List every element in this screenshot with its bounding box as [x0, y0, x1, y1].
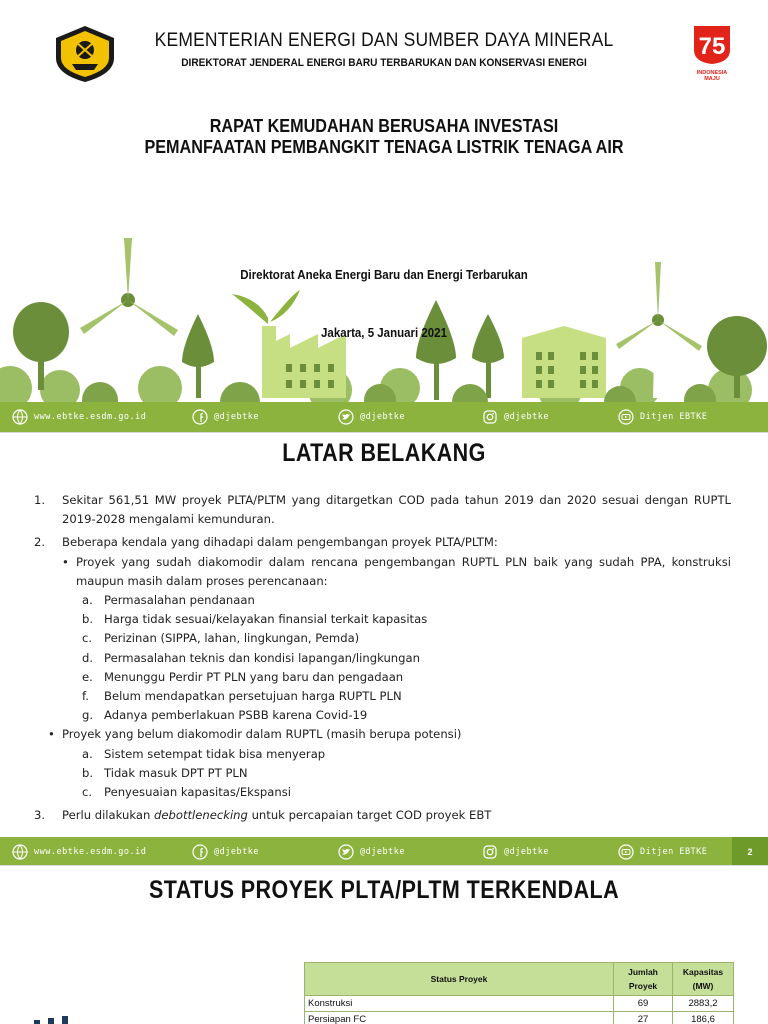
table-cell: 2883,2 [673, 996, 734, 1012]
tree-icon [416, 300, 456, 400]
footer-twitter[interactable] [338, 837, 405, 865]
sub-list-letter: c. [82, 631, 93, 646]
footer-facebook-label: @djebtke [214, 412, 259, 422]
footer-instagram[interactable] [482, 402, 549, 432]
footer-twitter-label: @djebtke [360, 412, 405, 422]
footer-twitter-label: @djebtke [360, 847, 405, 857]
youtube-icon [618, 409, 634, 425]
list-item-emphasis: debottlenecking [154, 808, 248, 823]
table-row [305, 1012, 734, 1024]
sub-list-item [76, 649, 731, 668]
table-cell: 69 [614, 996, 673, 1012]
footer-instagram-label: @djebtke [504, 412, 549, 422]
directorate-subtitle: Direktorat Aneka Energi Baru dan Energi Terbarukan [240, 268, 528, 282]
sub-list [76, 745, 731, 803]
sub-list-item [76, 783, 731, 802]
table-cell: Persiapan FC [305, 1012, 614, 1024]
chart-fragment-icon [34, 1016, 94, 1024]
svg-text:75: 75 [698, 33, 726, 60]
sub-list-letter: a. [82, 593, 93, 608]
sub-list-text: Menunggu Perdir PT PLN yang baru dan pengadaan [104, 669, 404, 684]
instagram-icon [482, 409, 498, 425]
slide-title: STATUS PROYEK PLTA/PLTM TERKENDALA [148, 876, 620, 904]
facebook-icon [192, 844, 208, 860]
list-item [34, 491, 731, 529]
bullet-text: Proyek yang belum diakomodir dalam RUPTL (masih berupa potensi) [62, 727, 462, 742]
facebook-icon [192, 409, 208, 425]
footer-facebook[interactable] [192, 837, 259, 865]
footer-facebook-label: @djebtke [214, 847, 259, 857]
list-item [34, 806, 731, 825]
list-item-text-pre: Perlu dilakukan [62, 808, 154, 823]
twitter-icon [338, 844, 354, 860]
instagram-icon [482, 844, 498, 860]
sub-list-letter: f. [82, 689, 89, 704]
list-item-text: Beberapa kendala yang dihadapi dalam pengembangan proyek PLTA/PLTM: [62, 535, 498, 550]
list-number: 2. [34, 535, 46, 550]
logo-text-indonesia: INDONESIA [696, 70, 728, 76]
sub-list-item [76, 629, 731, 648]
sub-list-text: Harga tidak sesuai/kelayakan finansial terkait kapasitas [104, 612, 428, 627]
column-header: Status Proyek [305, 963, 614, 996]
column-header: Jumlah Proyek [614, 963, 673, 996]
logo-text-maju: MAJU [704, 76, 720, 82]
sub-list-text: Permasalahan pendanaan [104, 593, 255, 608]
table-cell: Konstruksi [305, 996, 614, 1012]
footer-twitter[interactable] [338, 402, 405, 432]
footer-website-label: www.ebtke.esdm.go.id [34, 847, 147, 857]
org-title: KEMENTERIAN ENERGI DAN SUMBER DAYA MINERAL [154, 30, 614, 51]
meeting-title [38, 116, 729, 158]
footer-youtube[interactable] [618, 402, 707, 432]
globe-icon [12, 409, 28, 425]
seventy-five-icon [688, 22, 736, 66]
meeting-date: Jakarta, 5 Januari 2021 [321, 326, 447, 340]
bullet-text: Proyek yang sudah diakomodir dalam rencana pengembangan RUPTL PLN baik yang sudah PPA, konstruksi maupun masih dalam proses perencanaan: [76, 554, 731, 588]
sub-list-item [76, 668, 731, 687]
footer-youtube-label: Ditjen EBTKE [640, 847, 708, 857]
bullet-icon: • [62, 554, 69, 569]
sub-list-text: Tidak masuk DPT PT PLN [104, 765, 248, 780]
page-number: 2 [732, 837, 768, 865]
social-footer [0, 837, 768, 865]
indonesia-maju-logo [688, 22, 736, 82]
background-slide [0, 433, 768, 865]
sub-list-text: Perizinan (SIPPA, lahan, lingkungan, Pemda) [104, 631, 360, 646]
factory-icon [232, 290, 346, 398]
status-slide [0, 866, 768, 1024]
footer-website-label: www.ebtke.esdm.go.id [34, 412, 147, 422]
org-subtitle: DIREKTORAT JENDERAL ENERGI BARU TERBARUKAN DAN KONSERVASI ENERGI [181, 57, 587, 69]
sub-list-letter: a. [82, 746, 93, 761]
sub-list-letter: g. [82, 708, 94, 723]
title-slide [0, 0, 768, 432]
footer-website[interactable] [12, 402, 146, 432]
slide-title: LATAR BELAKANG [282, 439, 486, 467]
sub-list-item [76, 591, 731, 610]
sub-list-text: Belum mendapatkan persetujuan harga RUPTL PLN [104, 689, 402, 704]
background-list [34, 491, 731, 825]
sub-list [76, 591, 731, 725]
bullet-item [62, 553, 731, 591]
table-header-row [305, 963, 734, 996]
sub-list-text: Adanya pemberlakuan PSBB karena Covid-19 [104, 708, 368, 723]
list-item-text-post: untuk percapaian target COD proyek EBT [247, 808, 492, 823]
sub-list-letter: e. [82, 669, 93, 684]
globe-icon [12, 844, 28, 860]
sub-list-item [76, 610, 731, 629]
sub-list-text: Sistem setempat tidak bisa menyerap [104, 746, 326, 761]
footer-instagram-label: @djebtke [504, 847, 549, 857]
meeting-title-line2: PEMANFAATAN PEMBANGKIT TENAGA LISTRIK TENAGA AIR [144, 137, 624, 157]
sub-list-item [76, 687, 731, 706]
sub-list-item [76, 706, 731, 725]
column-header: Kapasitas (MW) [673, 963, 734, 996]
renewable-energy-landscape-illustration [0, 228, 768, 404]
footer-youtube[interactable] [618, 837, 707, 865]
list-number: 3. [34, 808, 46, 823]
sub-list-letter: b. [82, 765, 94, 780]
youtube-icon [618, 844, 634, 860]
sub-list-letter: b. [82, 612, 94, 627]
table-cell: 186,6 [673, 1012, 734, 1024]
sub-list-text: Penyesuaian kapasitas/Ekspansi [104, 785, 291, 800]
bullet-item [48, 725, 731, 744]
list-item-text: Sekitar 561,51 MW proyek PLTA/PLTM yang ditargetkan COD pada tahun 2019 dan 2020 sesuai dengan RUPTL 2019-2028 mengalami kemunduran. [62, 493, 731, 527]
sub-list-letter: d. [82, 650, 94, 665]
sub-list-item [76, 745, 731, 764]
table-row [305, 996, 734, 1012]
footer-instagram[interactable] [482, 837, 549, 865]
footer-facebook[interactable] [192, 402, 259, 432]
sub-list-letter: c. [82, 785, 93, 800]
list-item [34, 533, 731, 802]
footer-youtube-label: Ditjen EBTKE [640, 412, 708, 422]
project-status-table [304, 962, 734, 1024]
table-cell: 27 [614, 1012, 673, 1024]
sub-list-item [76, 764, 731, 783]
list-number: 1. [34, 493, 46, 507]
sub-list-text: Permasalahan teknis dan kondisi lapangan/lingkungan [104, 650, 420, 665]
footer-website[interactable] [12, 837, 146, 865]
twitter-icon [338, 409, 354, 425]
social-footer [0, 402, 768, 432]
bullet-icon: • [48, 727, 55, 742]
meeting-title-line1: RAPAT KEMUDAHAN BERUSAHA INVESTASI [209, 116, 559, 136]
